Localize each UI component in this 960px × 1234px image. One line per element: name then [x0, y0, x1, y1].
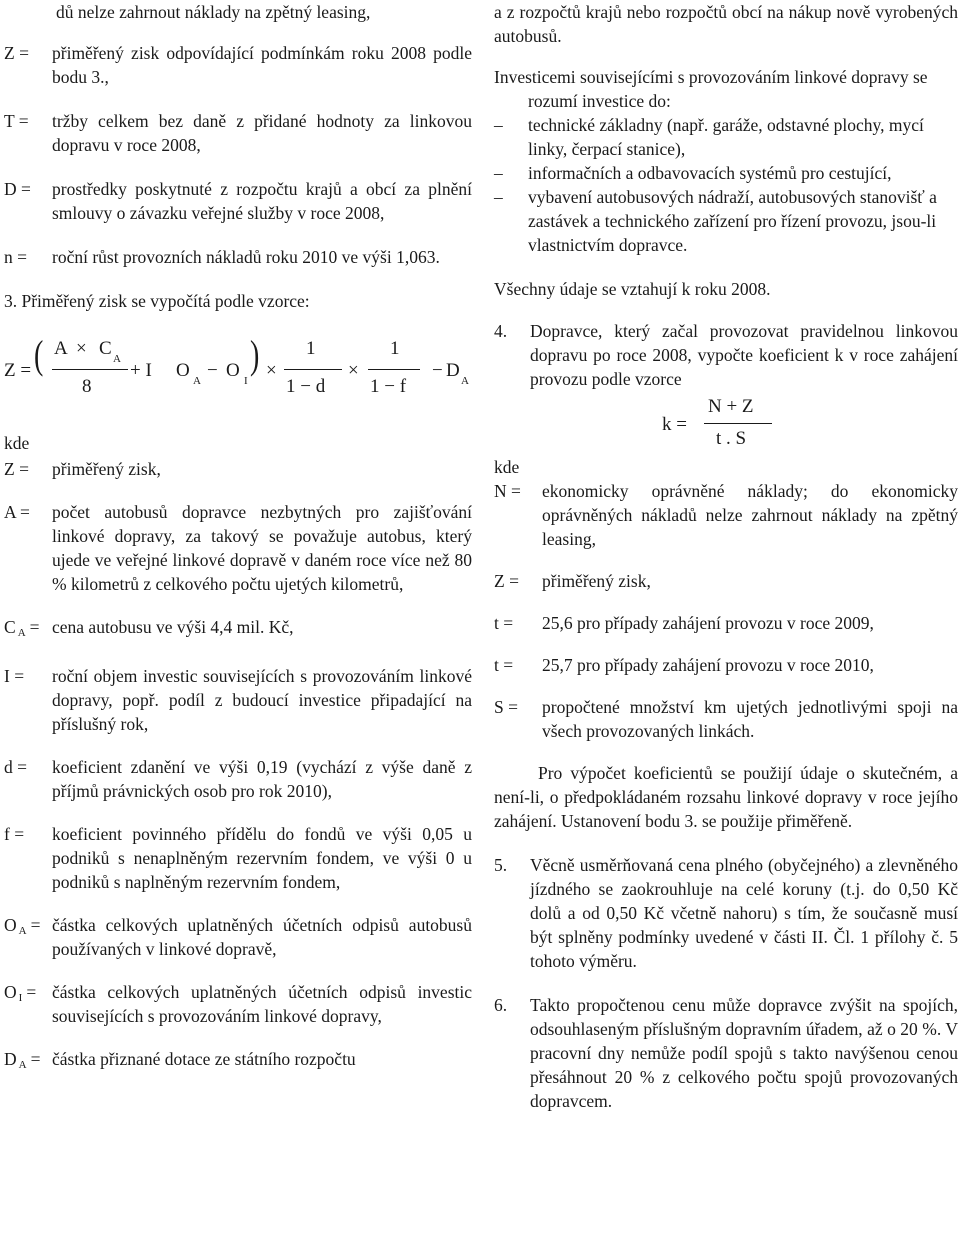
variable-symbol-letter: C — [4, 617, 16, 637]
formula-fraction-line-3 — [368, 369, 420, 370]
variable-description: koeficient povinného přídělu do fondů ve výši 0,05 u podniků s nenaplněným rezervním fondem, ve výši 0 u podniků s naplněným rezervním fondem, — [52, 824, 472, 892]
variable-description: přiměřený zisk, — [542, 571, 651, 591]
variable-definition — [494, 611, 958, 635]
k-formula — [494, 397, 958, 453]
variable-symbol-letter: n = — [4, 247, 27, 267]
formula-fraction-line-1 — [52, 369, 128, 370]
variable-equals: = — [29, 617, 40, 637]
formula-o-i: O — [226, 360, 240, 381]
variable-symbol-letter: t = — [494, 613, 514, 633]
variable-symbol-letter: D = — [4, 179, 31, 199]
item-4-text: Dopravce, který začal provozovat pravidelnou linkovou dopravu po roce 2008, vypočte koeficient k v roce zahájení provozu podle vzorce — [530, 321, 958, 389]
variable-symbol-letter: Z = — [4, 459, 29, 479]
formula-one-1: 1 — [306, 338, 316, 359]
variable-symbol-letter: d = — [4, 757, 27, 777]
formula-minus: − — [207, 360, 218, 381]
variable-equals: = — [30, 1049, 41, 1069]
variable-description: roční růst provozních nákladů roku 2010 ve výši 1,063. — [52, 247, 440, 267]
variable-definition — [4, 980, 472, 1028]
dash-marker: – — [494, 163, 503, 183]
dash-item-text: informačních a odbavovacích systémů pro cestující, — [528, 163, 892, 183]
formula-one-minus-d: 1 − d — [286, 376, 326, 397]
variable-symbol — [494, 611, 542, 635]
continuation-line: dů nelze zahrnout náklady na zpětný leasing, — [56, 2, 371, 22]
left-column — [4, 0, 472, 1096]
variable-definition — [4, 755, 472, 803]
variable-equals: = — [30, 915, 41, 935]
variable-definition — [4, 1047, 472, 1077]
investment-intro: Investicemi souvisejícími s provozováním linkové dopravy se rozumí investice do: — [494, 67, 928, 111]
variable-description: částka celkových uplatněných účetních odpisů autobusů používaných v linkové dopravě, — [52, 915, 472, 959]
variable-description: cena autobusu ve výši 4,4 mil. Kč, — [52, 617, 294, 637]
variable-symbol-letter: O — [4, 982, 17, 1002]
item-6-text: Takto propočtenou cenu může dopravce zvýšit na spojích, odsouhlaseným příslušným dopravním úřadem, až o 20 %. V pracovní dny nemůže podíl spojů s takto navýšenou cenou přesáhnout 20 % z celkového počtu spojů provozovaných dopravcem. — [530, 995, 958, 1111]
formula-a: A — [54, 338, 68, 359]
variable-symbol — [4, 109, 52, 133]
formula-o-i-sub: I — [244, 375, 248, 387]
variable-definition — [4, 664, 472, 736]
variable-definition — [494, 653, 958, 677]
variable-symbol — [4, 1047, 52, 1077]
formula-times-2: × — [266, 360, 277, 381]
variable-description: přiměřený zisk, — [52, 459, 161, 479]
dash-list-item — [494, 161, 958, 185]
variable-equals: = — [26, 982, 37, 1002]
dash-list-item — [494, 185, 958, 257]
variable-symbol-letter: S = — [494, 697, 518, 717]
variable-definition — [4, 822, 472, 894]
variable-description: přiměřený zisk odpovídající podmínkám roku 2008 podle bodu 3., — [52, 43, 472, 87]
formula-d: D — [446, 360, 460, 381]
variable-list-top — [4, 41, 472, 269]
investment-block — [494, 65, 958, 257]
variable-symbol — [4, 615, 52, 645]
variable-symbol-letter: D — [4, 1049, 17, 1069]
variable-description: prostředky poskytnuté z rozpočtu krajů a obcí za plnění smlouvy o závazku veřejné služby v roce 2008, — [52, 179, 472, 223]
variable-symbol — [494, 569, 542, 593]
variable-list-right — [494, 479, 958, 743]
kde-label-right: kde — [494, 457, 520, 477]
investment-dash-list — [494, 113, 958, 257]
variable-symbol-letter: t = — [494, 655, 514, 675]
variable-symbol — [4, 980, 52, 1010]
formula-o-a-sub: A — [193, 375, 201, 387]
variable-symbol — [4, 755, 52, 779]
dash-list-item — [494, 113, 958, 161]
formula-times-3: × — [348, 360, 359, 381]
formula-rparen: ) — [249, 332, 260, 377]
variable-symbol — [4, 245, 52, 269]
variable-symbol — [494, 479, 542, 503]
formula-c: C — [99, 338, 112, 359]
variable-description: počet autobusů dopravce nezbytných pro zajišťování linkové dopravy, za takový se považuje autobus, který ujede ve veřejné linkové dopravě v daném roce více než 80 % kilometrů z celkového počtu ujetých kilometrů, — [52, 502, 472, 594]
variable-definition — [4, 913, 472, 961]
variable-definition — [4, 457, 472, 481]
coefficient-paragraph: Pro výpočet koeficientů se použijí údaje o skutečném, a není-li, o předpokládaném rozsahu linkové dopravy v roce jejího zahájení. Ustanovení bodu 3. se použije přiměřeně. — [494, 763, 958, 831]
all-data-note: Všechny údaje se vztahují k roku 2008. — [494, 279, 771, 299]
variable-definition — [4, 177, 472, 225]
variable-description: ekonomicky oprávněné náklady; do ekonomicky oprávněných nákladů nelze zahrnout náklady na zpětný leasing, — [542, 481, 958, 549]
formula-c-sub: A — [113, 353, 121, 365]
dash-item-text: technické základny (např. garáže, odstavné plochy, mycí linky, čerpací stanice), — [528, 115, 924, 159]
k-formula-denominator: t . S — [716, 428, 747, 449]
variable-symbol — [4, 822, 52, 846]
k-formula-lhs: k = — [662, 414, 687, 435]
variable-symbol-letter: f = — [4, 824, 25, 844]
variable-symbol-letter: A = — [4, 502, 30, 522]
variable-symbol-subscript: A — [18, 1059, 27, 1071]
variable-definition — [4, 615, 472, 645]
variable-description: koeficient zdanění ve výši 0,19 (vychází z výše daně z příjmů právnických osob pro rok 2010), — [52, 757, 472, 801]
formula-d-sub: A — [461, 375, 469, 387]
variable-description: 25,6 pro případy zahájení provozu v roce 2009, — [542, 613, 874, 633]
formula-times-1: × — [76, 338, 87, 359]
variable-list-main — [4, 457, 472, 1077]
variable-description: částka celkových uplatněných účetních odpisů investic souvisejících s provozováním linkové dopravy, — [52, 982, 472, 1026]
variable-definition — [4, 41, 472, 89]
formula-lhs: Z = — [4, 360, 32, 381]
kde-label: kde — [4, 433, 30, 453]
variable-definition — [4, 500, 472, 596]
variable-description: 25,7 pro případy zahájení provozu v roce 2010, — [542, 655, 874, 675]
variable-symbol — [494, 653, 542, 677]
variable-symbol-subscript: A — [18, 925, 27, 937]
variable-definition — [494, 695, 958, 743]
variable-symbol — [4, 177, 52, 201]
variable-definition — [4, 109, 472, 157]
variable-description: částka přiznané dotace ze státního rozpočtu — [52, 1049, 356, 1069]
variable-symbol-letter: O — [4, 915, 17, 935]
item-6 — [494, 993, 958, 1113]
variable-definition — [4, 245, 472, 269]
item-5 — [494, 853, 958, 973]
formula-one-minus-f: 1 − f — [370, 376, 407, 397]
variable-description: roční objem investic souvisejících s provozováním linkové dopravy, popř. podíl z budoucí investice připadající na příslušný rok, — [52, 666, 472, 734]
section-3-heading: 3. Přiměřený zisk se vypočítá podle vzorce: — [4, 291, 310, 311]
profit-formula — [4, 327, 472, 417]
formula-o-a: O — [176, 360, 190, 381]
item-5-number: 5. — [494, 855, 508, 875]
item-6-number: 6. — [494, 995, 508, 1015]
variable-symbol-subscript: I — [18, 992, 23, 1004]
formula-fraction-line-2 — [284, 369, 342, 370]
k-formula-numerator: N + Z — [708, 396, 754, 417]
variable-symbol — [4, 500, 52, 524]
dash-marker: – — [494, 187, 503, 207]
item-5-text: Věcně usměrňovaná cena plného (obyčejného) a zlevněného jízdného se zaokrouhluje na celé koruny (t.j. do 0,50 Kč dolů a od 0,50 Kč včetně nahoru) s tím, že současně musí být splněny podmínky uvedené v části II. Čl. 1 přílohy č. 5 tohoto výměru. — [530, 855, 958, 971]
formula-minus-d: − — [432, 360, 443, 381]
variable-symbol — [494, 695, 542, 719]
k-formula-line — [704, 423, 772, 424]
formula-plus-i: + I — [130, 360, 152, 381]
dash-marker: – — [494, 115, 503, 135]
variable-symbol-letter: Z = — [4, 43, 29, 63]
variable-symbol-subscript: A — [17, 627, 26, 639]
variable-symbol-letter: N = — [494, 481, 521, 501]
right-column — [494, 0, 958, 1133]
dash-item-text: vybavení autobusových nádraží, autobusových stanovišť a zastávek a technického zařízení pro řízení provozu, jsou-li vlastnictvím dopravce. — [528, 187, 937, 255]
variable-definition — [494, 569, 958, 593]
variable-symbol — [4, 913, 52, 943]
item-4-number: 4. — [494, 321, 508, 341]
variable-description: propočtené množství km ujetých jednotlivými spoji na všech provozovaných linkách. — [542, 697, 958, 741]
variable-symbol — [4, 457, 52, 481]
variable-definition — [494, 479, 958, 551]
variable-description: tržby celkem bez daně z přidané hodnoty za linkovou dopravu v roce 2008, — [52, 111, 472, 155]
formula-eight: 8 — [82, 376, 92, 397]
variable-symbol — [4, 664, 52, 688]
formula-one-2: 1 — [390, 338, 400, 359]
continuation-paragraph: a z rozpočtů krajů nebo rozpočtů obcí na nákup nově vyrobených autobusů. — [494, 2, 958, 46]
variable-symbol — [4, 41, 52, 65]
variable-symbol-letter: T = — [4, 111, 29, 131]
variable-symbol-letter: I = — [4, 666, 25, 686]
formula-lparen: ( — [33, 332, 44, 377]
variable-symbol-letter: Z = — [494, 571, 519, 591]
item-4 — [494, 319, 958, 391]
